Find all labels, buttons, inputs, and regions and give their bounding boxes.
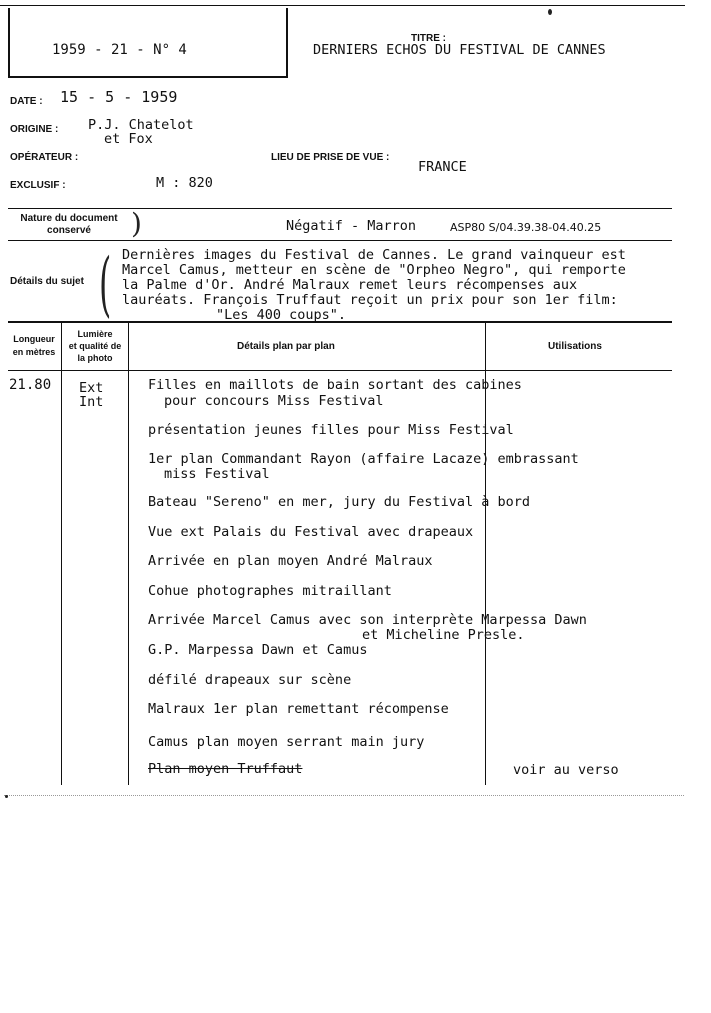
- col-lumiere-1: Lumière: [77, 329, 113, 339]
- table-top-rule: [8, 321, 672, 323]
- plan-line-9: Cohue photographes mitraillant: [148, 583, 392, 599]
- plan-line-12: G.P. Marpessa Dawn et Camus: [148, 642, 368, 658]
- plan-line-14: Malraux 1er plan remettant récompense: [148, 701, 449, 717]
- exclusif-value: M : 820: [156, 175, 213, 191]
- col-details: Détails plan par plan: [237, 341, 335, 352]
- header-left-rule: [8, 8, 10, 76]
- ink-speck-bottom: [5, 795, 8, 798]
- origine-line-1: P.J. Chatelot: [88, 117, 194, 133]
- plan-line-3: présentation jeunes filles pour Miss Festival: [148, 422, 514, 438]
- details-sujet-label: Détails du sujet: [10, 276, 84, 287]
- col-rule-2: [128, 322, 129, 785]
- plan-line-4: 1er plan Commandant Rayon (affaire Lacaze) embrassant: [148, 451, 579, 467]
- sujet-line-1: Dernières images du Festival de Cannes. Le grand vainqueur est: [122, 247, 626, 263]
- nature-bottom-rule: [8, 240, 672, 241]
- nature-brace: ): [131, 207, 142, 240]
- date-label: DATE :: [10, 96, 43, 107]
- col-lumiere-2: et qualité de: [68, 341, 122, 351]
- sujet-line-4: lauréats. François Truffaut reçoit un prix pour son 1er film:: [122, 292, 618, 308]
- sujet-line-2: Marcel Camus, metteur en scène de "Orpheo Negro", qui remporte: [122, 262, 626, 278]
- plan-line-8: Arrivée en plan moyen André Malraux: [148, 553, 433, 569]
- origine-line-2: et Fox: [104, 131, 153, 147]
- plan-line-2: pour concours Miss Festival: [164, 393, 384, 409]
- reference-number: 1959 - 21 - N° 4: [52, 42, 187, 58]
- header-divider: [286, 8, 288, 76]
- lumiere-value-1: Ext: [79, 380, 104, 396]
- col-longueur-1: Longueur: [13, 334, 55, 344]
- col-longueur-2: en mètres: [12, 347, 56, 357]
- archive-reference: ASP80 S/04.39.38-04.40.25: [450, 221, 602, 234]
- col-utilisations: Utilisations: [548, 341, 602, 352]
- col-lumiere-3: la photo: [77, 353, 113, 363]
- plan-line-6: Bateau "Sereno" en mer, jury du Festival à bord: [148, 494, 531, 510]
- sujet-line-3: la Palme d'Or. André Malraux remet leurs récompenses aux: [122, 277, 578, 293]
- plan-line-11: et Micheline Presle.: [362, 627, 525, 643]
- plan-line-5: miss Festival: [164, 466, 270, 482]
- header-bottom-rule: [8, 76, 288, 78]
- sujet-brace: (: [99, 243, 112, 325]
- exclusif-label: EXCLUSIF :: [10, 180, 66, 191]
- operateur-label: OPÉRATEUR :: [10, 152, 79, 163]
- sujet-line-5: "Les 400 coups".: [216, 307, 347, 323]
- title-label: TITRE :: [411, 33, 446, 44]
- plan-line-10: Arrivée Marcel Camus avec son interprète Marpessa Dawn: [148, 612, 587, 628]
- nature-top-rule: [8, 208, 672, 209]
- nature-label-1: Nature du document: [20, 213, 118, 224]
- col-rule-1: [61, 322, 62, 785]
- longueur-value: 21.80: [9, 377, 52, 393]
- plan-line-15: Camus plan moyen serrant main jury: [148, 734, 425, 750]
- top-border: [0, 5, 685, 6]
- utilisation-value: voir au verso: [513, 762, 619, 778]
- origine-label: ORIGINE :: [10, 124, 59, 135]
- plan-line-13: défilé drapeaux sur scène: [148, 672, 352, 688]
- nature-value: Négatif - Marron: [286, 218, 417, 234]
- ink-speck: [548, 9, 552, 15]
- document-title: DERNIERS ECHOS DU FESTIVAL DE CANNES: [313, 42, 606, 58]
- lumiere-value-2: Int: [79, 394, 104, 410]
- nature-label-2: conservé: [47, 225, 91, 236]
- table-header-rule: [8, 370, 672, 371]
- bottom-rule: [4, 795, 684, 796]
- plan-line-16-struck: Plan moyen Truffaut: [148, 761, 303, 777]
- plan-line-1: Filles en maillots de bain sortant des cabines: [148, 377, 522, 393]
- date-value: 15 - 5 - 1959: [60, 88, 178, 106]
- plan-line-7: Vue ext Palais du Festival avec drapeaux: [148, 524, 474, 540]
- lieu-value: FRANCE: [418, 159, 467, 175]
- lieu-label: LIEU DE PRISE DE VUE :: [271, 152, 390, 163]
